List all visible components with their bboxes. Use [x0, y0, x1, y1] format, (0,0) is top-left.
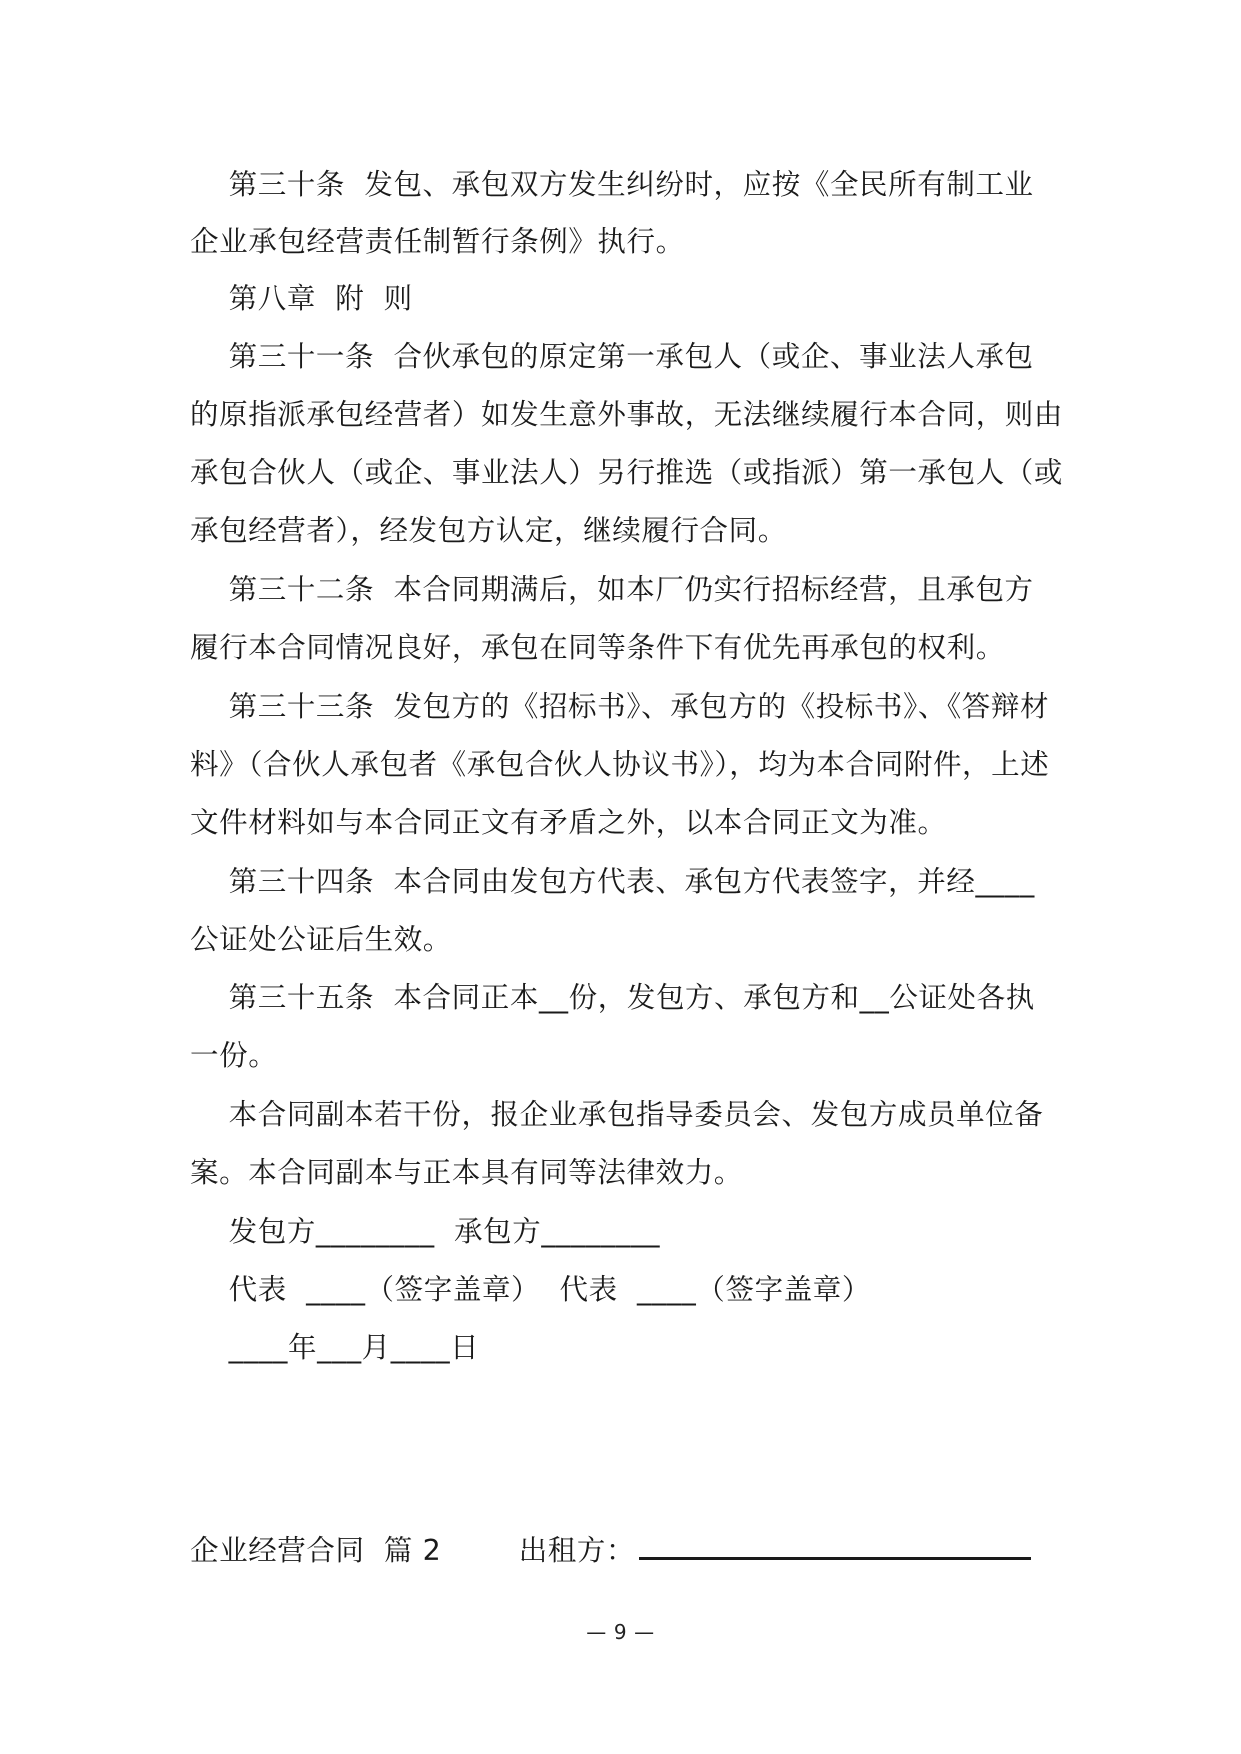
text-line: 第三十四条 本合同由发包方代表、承包方代表签字，并经____: [190, 865, 1035, 898]
next-contract-header: [190, 1530, 1031, 1572]
text-line: 承包经营者），经发包方认定，继续履行合同。: [190, 514, 787, 547]
text-line: 承包合伙人（或企、事业法人）另行推选（或指派）第一承包人（或: [190, 456, 1064, 489]
signature-date-line: ____年___月____日: [190, 1331, 480, 1364]
text-line: 公证处公证后生效。: [190, 923, 452, 956]
signature-representatives-line: 代表 ____（签字盖章） 代表 ____（签字盖章）: [190, 1273, 871, 1306]
signature-parties-line: 发包方________ 承包方________: [190, 1215, 661, 1248]
page-number: — 9 —: [586, 1620, 655, 1644]
text-line: 第三十三条 发包方的《招标书》、承包方的《投标书》、《答辩材: [190, 690, 1050, 723]
text-line: 一份。: [190, 1039, 278, 1072]
text-line: 第三十二条 本合同期满后，如本厂仍实行招标经营，且承包方: [190, 573, 1034, 606]
text-line: 文件材料如与本合同正文有矛盾之外，以本合同正文为准。: [190, 806, 947, 839]
lessor-blank-line: [639, 1557, 1031, 1560]
text-line: 履行本合同情况良好，承包在同等条件下有优先再承包的权利。: [190, 631, 1005, 664]
text-line: 案。本合同副本与正本具有同等法律效力。: [190, 1156, 743, 1189]
text-line: 第三十五条 本合同正本__份，发包方、承包方和__公证处各执: [190, 981, 1035, 1014]
text-line: 本合同副本若干份，报企业承包指导委员会、发包方成员单位备: [190, 1098, 1044, 1131]
next-contract-title: 企业经营合同 篇 2: [190, 1534, 442, 1567]
text-line: 第三十条 发包、承包双方发生纠纷时，应按《全民所有制工业: [190, 168, 1034, 201]
text-line: 第三十一条 合伙承包的原定第一承包人（或企、事业法人承包: [190, 340, 1034, 373]
text-line: 的原指派承包经营者）如发生意外事故，无法继续履行本合同，则由: [190, 398, 1064, 431]
chapter-heading: 第八章 附 则: [190, 282, 413, 315]
text-line: 料》（合伙人承包者《承包合伙人协议书》），均为本合同附件，上述: [190, 748, 1050, 781]
lessor-label: 出租方：: [518, 1534, 636, 1567]
text-line: 企业承包经营责任制暂行条例》执行。: [190, 225, 685, 258]
